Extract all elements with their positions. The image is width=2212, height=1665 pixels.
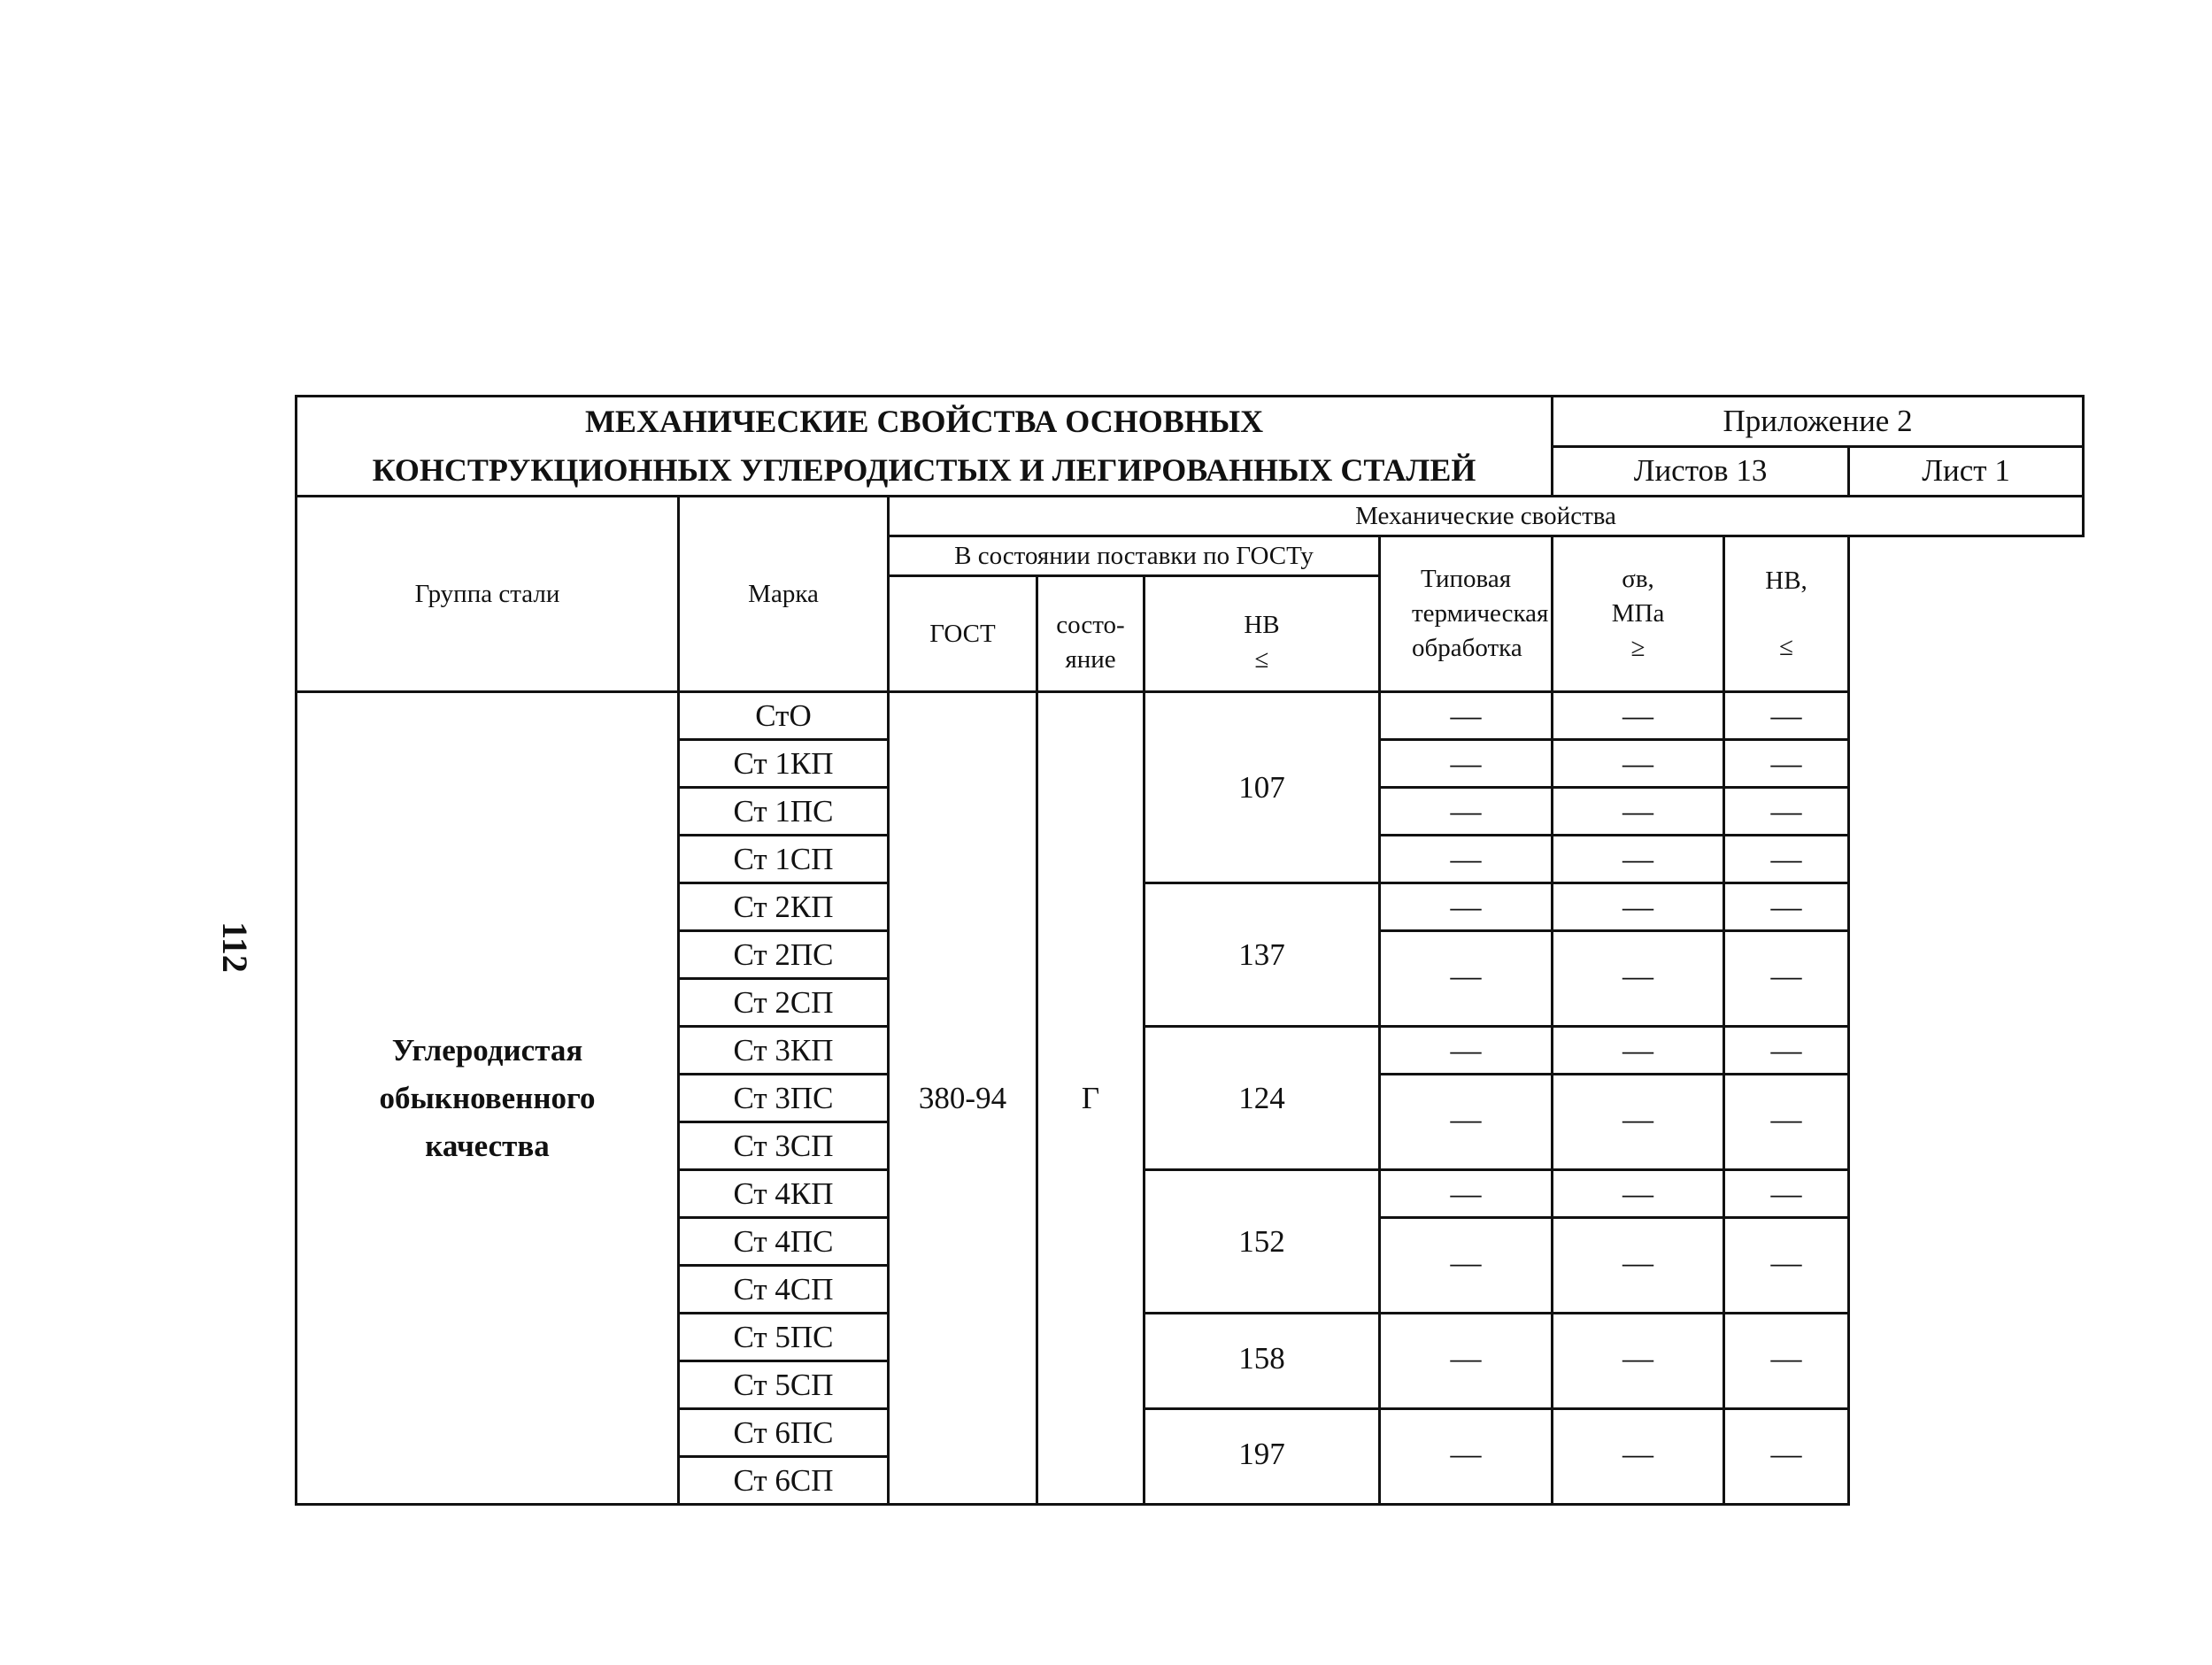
sigma-cell: — bbox=[1553, 1075, 1724, 1170]
sigma-cell: — bbox=[1553, 1218, 1724, 1314]
sigma-cell: — bbox=[1553, 788, 1724, 836]
header-group: Группа стали bbox=[297, 497, 679, 692]
hb-cell: 197 bbox=[1145, 1409, 1380, 1505]
header-hb: HB ≤ bbox=[1145, 576, 1380, 692]
header-hb2: HB, ≤ bbox=[1724, 536, 1849, 692]
sigma-cell: — bbox=[1553, 883, 1724, 931]
grade-cell: Ст 1ПС bbox=[679, 788, 889, 836]
heat-treatment-cell: — bbox=[1380, 740, 1553, 788]
heat-treatment-cell: — bbox=[1380, 1170, 1553, 1218]
header-sigma: σв, МПа ≥ bbox=[1553, 536, 1724, 692]
heat-treatment-cell: — bbox=[1380, 692, 1553, 740]
hb2-cell: — bbox=[1724, 788, 1849, 836]
header-heat-treatment: Типовая термическая обработка bbox=[1380, 536, 1553, 692]
grade-cell: Ст 3ПС bbox=[679, 1075, 889, 1122]
group-cell: Углеродистая обыкновенного качества bbox=[297, 692, 679, 1505]
grade-cell: Ст 3СП bbox=[679, 1122, 889, 1170]
grade-cell: Ст 6ПС bbox=[679, 1409, 889, 1457]
sigma-cell: — bbox=[1553, 836, 1724, 883]
hb-cell: 137 bbox=[1145, 883, 1380, 1027]
hb-cell: 158 bbox=[1145, 1314, 1380, 1409]
header-delivery-state: В состоянии поставки по ГОСТу bbox=[889, 536, 1380, 576]
grade-cell: Ст 4ПС bbox=[679, 1218, 889, 1266]
heat-treatment-cell: — bbox=[1380, 1218, 1553, 1314]
heat-treatment-cell: — bbox=[1380, 1027, 1553, 1075]
sigma-cell: — bbox=[1553, 1027, 1724, 1075]
grade-cell: Ст 4СП bbox=[679, 1266, 889, 1314]
heat-treatment-cell: — bbox=[1380, 883, 1553, 931]
heat-treatment-cell: — bbox=[1380, 1409, 1553, 1505]
hb2-cell: — bbox=[1724, 883, 1849, 931]
hb2-cell: — bbox=[1724, 1314, 1849, 1409]
hb2-cell: — bbox=[1724, 1170, 1849, 1218]
sheets-total: Листов 13 bbox=[1553, 446, 1849, 497]
sigma-cell: — bbox=[1553, 1170, 1724, 1218]
grade-cell: Ст 2СП bbox=[679, 979, 889, 1027]
sigma-cell: — bbox=[1553, 931, 1724, 1027]
hb2-cell: — bbox=[1724, 836, 1849, 883]
grade-cell: Ст 1СП bbox=[679, 836, 889, 883]
sigma-cell: — bbox=[1553, 740, 1724, 788]
appendix-label: Приложение 2 bbox=[1553, 397, 2084, 447]
title-line-1: МЕХАНИЧЕСКИЕ СВОЙСТВА ОСНОВНЫХ bbox=[584, 404, 1264, 439]
grade-cell: Ст 4КП bbox=[679, 1170, 889, 1218]
grade-cell: Ст 2ПС bbox=[679, 931, 889, 979]
heat-treatment-cell: — bbox=[1380, 931, 1553, 1027]
hb-cell: 152 bbox=[1145, 1170, 1380, 1314]
heat-treatment-cell: — bbox=[1380, 836, 1553, 883]
document-title bbox=[297, 397, 1553, 497]
grade-cell: Ст 2КП bbox=[679, 883, 889, 931]
sigma-cell: — bbox=[1553, 1314, 1724, 1409]
grade-cell: Ст 1КП bbox=[679, 740, 889, 788]
grade-cell: СтО bbox=[679, 692, 889, 740]
state-cell: Г bbox=[1037, 692, 1145, 1505]
hb2-cell: — bbox=[1724, 1409, 1849, 1505]
hb2-cell: — bbox=[1724, 1218, 1849, 1314]
sigma-cell: — bbox=[1553, 1409, 1724, 1505]
grade-cell: Ст 6СП bbox=[679, 1457, 889, 1505]
grade-cell: Ст 5СП bbox=[679, 1361, 889, 1409]
hb-cell: 124 bbox=[1145, 1027, 1380, 1170]
grade-cell: Ст 3КП bbox=[679, 1027, 889, 1075]
table-row bbox=[297, 692, 2084, 740]
hb2-cell: — bbox=[1724, 740, 1849, 788]
steel-properties-table bbox=[295, 395, 2085, 1506]
hb2-cell: — bbox=[1724, 1027, 1849, 1075]
header-gost: ГОСТ bbox=[889, 576, 1037, 692]
hb2-cell: — bbox=[1724, 931, 1849, 1027]
sheet-number: Лист 1 bbox=[1849, 446, 2084, 497]
heat-treatment-cell: — bbox=[1380, 788, 1553, 836]
header-mech-props: Механические свойства bbox=[889, 497, 2084, 536]
hb2-cell: — bbox=[1724, 1075, 1849, 1170]
gost-cell: 380-94 bbox=[889, 692, 1037, 1505]
grade-cell: Ст 5ПС bbox=[679, 1314, 889, 1361]
sigma-cell: — bbox=[1553, 692, 1724, 740]
hb-cell: 107 bbox=[1145, 692, 1380, 883]
heat-treatment-cell: — bbox=[1380, 1314, 1553, 1409]
header-grade: Марка bbox=[679, 497, 889, 692]
header-state: состо- яние bbox=[1037, 576, 1145, 692]
page-number: 112 bbox=[215, 921, 255, 973]
title-line-2: КОНСТРУКЦИОННЫХ УГЛЕРОДИСТЫХ И ЛЕГИРОВАННЫХ СТАЛЕЙ bbox=[372, 452, 1476, 488]
heat-treatment-cell: — bbox=[1380, 1075, 1553, 1170]
hb2-cell: — bbox=[1724, 692, 1849, 740]
